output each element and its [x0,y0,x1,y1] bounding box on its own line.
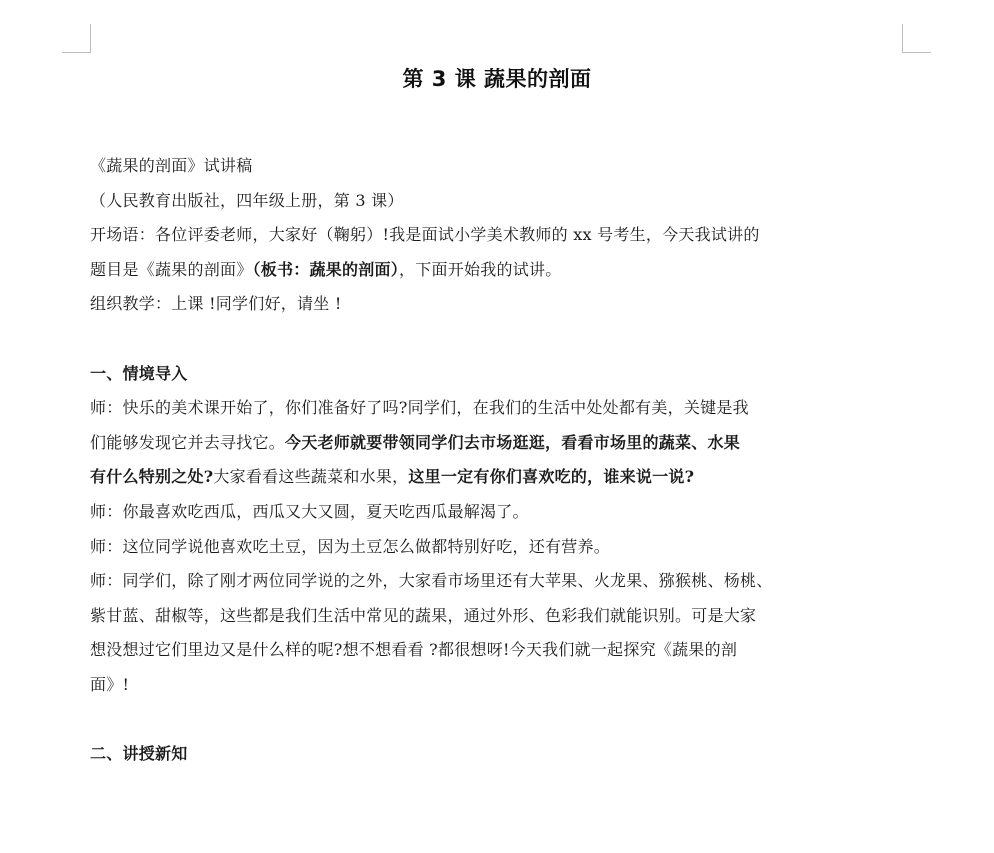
para1-line2-bold: 今天老师就要带领同学们去市场逛逛，看看市场里的蔬菜、水果 [285,432,741,452]
para1-line2-text: 们能够发现它并去寻找它。 [90,432,286,452]
doc-subtitle: 《蔬果的剖面》试讲稿 [90,156,253,175]
para4-line1: 师：同学们，除了刚才两位同学说的之外，大家看市场里还有大苹果、火龙果、猕猴桃、杨桃、 [90,571,773,591]
para4-line3: 想没想过它们里边又是什么样的呢?想不想看看 ?都很想呀!今天我们就一起探究《蔬果的剖 [90,640,738,660]
para3: 师：这位同学说他喜欢吃土豆，因为土豆怎么做都特别好吃，还有营养。 [90,536,611,556]
blackboard-note: （板书：蔬果的剖面） [252,259,400,279]
source-note: （人民教育出版社，四年级上册，第 3 课） [90,190,404,210]
para1-line3-text: 大家看看这些蔬菜和水果， [213,467,409,487]
crop-mark-top-right [902,24,931,53]
document-title: 第 3 课 蔬果的剖面 [402,67,592,91]
organize-teaching: 组织教学：上课 !同学们好，请坐 ! [90,294,342,314]
document-body [90,149,906,772]
section-heading-2: 二、讲授新知 [90,744,188,764]
opening-line-1: 开场语：各位评委老师，大家好（鞠躬）!我是面试小学美术教师的 xx 号考生，今天我试讲的 [90,225,760,245]
opening-text-c: ，下面开始我的试讲。 [399,259,562,279]
para1-line3-bold-a: 有什么特别之处? [90,467,214,487]
para2: 师：你最喜欢吃西瓜，西瓜又大又圆，夏天吃西瓜最解渴了。 [90,501,529,521]
opening-text-a: 题目是《蔬果的剖面》 [90,259,253,279]
section-heading-1: 一、情境导入 [90,363,188,383]
para1-line3-bold-c: 这里一定有你们喜欢吃的，谁来说一说? [408,467,695,487]
paragraph-gap [90,322,906,357]
para1-line1: 师：快乐的美术课开始了，你们准备好了吗?同学们，在我们的生活中处处都有美，关键是我 [90,398,749,418]
para4-line2: 紫甘蓝、甜椒等，这些都是我们生活中常见的蔬果，通过外形、色彩我们就能识别。可是大家 [90,605,757,625]
crop-mark-top-left [62,24,91,53]
paragraph-gap [90,703,906,738]
para1-line2 [90,426,906,461]
opening-line-2 [90,253,906,288]
para1-line3 [90,460,906,495]
para4-line4: 面》! [90,674,130,694]
